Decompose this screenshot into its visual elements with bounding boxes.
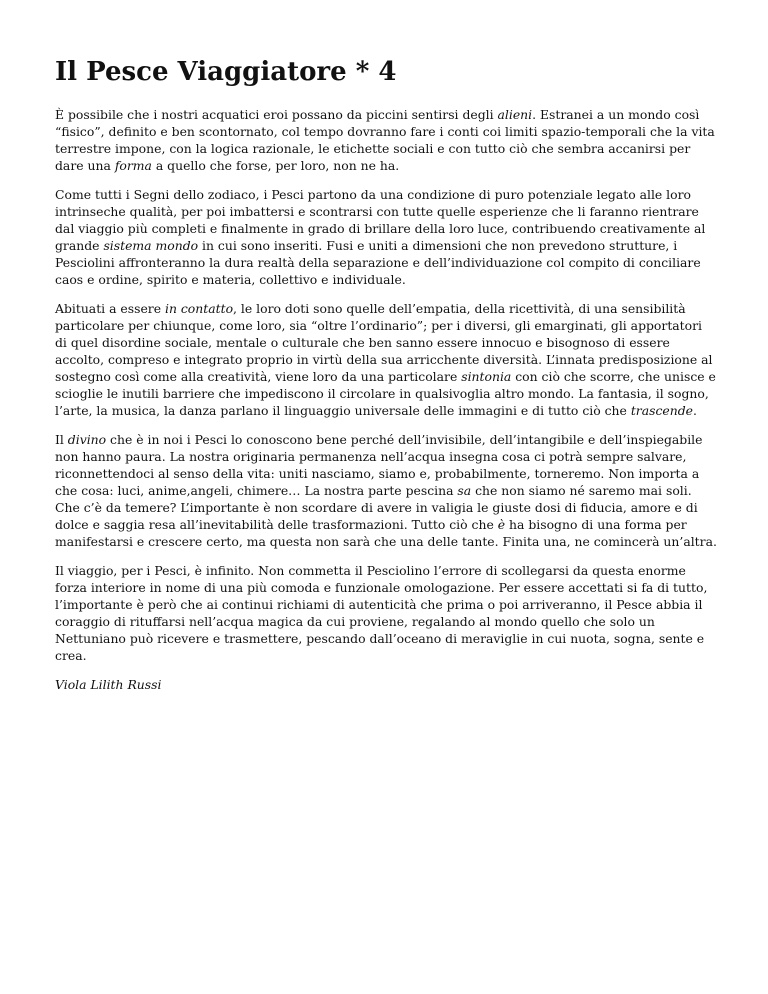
paragraph-text: Il viaggio, per i Pesci, è infinito. Non commetta il Pesciolino l’errore di scollegarsi da questa enorme forza interiore in nome di una più comoda e funzionale omologazione. Per essere accettati si fa di tutto, l’importante è però che ai continui richiami di autenticità che prima o poi arriveranno, il Pesce abbia il coraggio di rituffarsi nell’acqua magica da cui proviene, regalando al mondo quello che solo un Nettuniano può ricevere e trasmettere, pescando dall’oceano di meraviglie in cui nuota, sogna, sente e crea. bbox=[55, 563, 708, 663]
article bbox=[55, 56, 717, 705]
emphasis-text: sa bbox=[457, 483, 472, 498]
paragraph bbox=[55, 562, 717, 664]
emphasis-text: trascende bbox=[630, 403, 693, 418]
paragraph-text: con ciò che scorre, che unisce e scioglie le inutili barriere che impediscono il circolare in qualsivoglia altro mondo. La fantasia, il sogno, l’arte, la musica, la danza parlano il linguaggio universale delle immagini e di tutto ciò che bbox=[55, 369, 716, 418]
paragraph-text: ha bisogno di una forma per manifestarsi e crescere certo, ma questa non sarà che una delle tante. Finita una, ne comincerà un’altra. bbox=[55, 517, 717, 549]
emphasis-text: sintonia bbox=[461, 369, 512, 384]
article-body bbox=[55, 106, 717, 664]
paragraph-text: Abituati a essere bbox=[55, 301, 165, 316]
paragraph bbox=[55, 106, 717, 174]
article-title: Il Pesce Viaggiatore * 4 bbox=[55, 57, 397, 87]
paragraph bbox=[55, 300, 717, 419]
paragraph-text: , le loro doti sono quelle dell’empatia, della ricettività, di una sensibilità particolare per chiunque, come loro, sia “oltre l’ordinario”; per i diversi, gli emarginati, gli apportatori di quel disordine sociale, mentale o culturale che ben sanno essere innocuo e bisognoso di essere accolto, compreso e integrato proprio in virtù della sua arricchente diversità. L’innata predisposizione al sostegno così come alla creatività, viene loro da una particolare bbox=[55, 301, 713, 384]
paragraph-text: . bbox=[692, 403, 697, 418]
paragraph-text: È possibile che i nostri acquatici eroi possano da piccini sentirsi degli bbox=[55, 107, 498, 122]
emphasis-text: alieni bbox=[497, 107, 533, 122]
paragraph-text: a quello che forse, per loro, non ne ha. bbox=[151, 158, 400, 173]
paragraph-text: . Estranei a un mondo così “fisico”, definito e ben scontornato, col tempo dovranno fare i conti coi limiti spazio-temporali che la vita terrestre impone, con la logica razionale, le etichette sociali e con tutto ciò che sembra accanirsi per dare una bbox=[55, 107, 715, 173]
paragraph-text: che non siamo né saremo mai soli. Che c’è da temere? L’importante è non scordare di avere in valigia le giuste dosi di fiducia, amore e di dolce e saggia resa all’inevitabilità delle trasformazioni. Tutto ciò che bbox=[55, 483, 698, 532]
emphasis-text: divino bbox=[67, 432, 107, 447]
paragraph bbox=[55, 186, 717, 288]
emphasis-text: sistema mondo bbox=[103, 238, 199, 253]
emphasis-text: in contatto bbox=[164, 301, 234, 316]
paragraph-text: Il bbox=[55, 432, 68, 447]
paragraph-text: che è in noi i Pesci lo conoscono bene perché dell’invisibile, dell’intangibile e dell’inspiegabile non hanno paura. La nostra originaria permanenza nell’acqua insegna cosa ci potrà sempre salvare, riconnettendoci al senso della vita: uniti nasciamo, siamo e, probabilmente, torneremo. Non importa a che cosa: luci, anime,angeli, chimere… La nostra parte pescina bbox=[55, 432, 703, 498]
emphasis-text: forma bbox=[114, 158, 152, 173]
paragraph-text: in cui sono inseriti. Fusi e uniti a dimensioni che non prevedono strutture, i Pesciolini affronteranno la dura realtà della separazione e dell’individuazione col compito di conciliare caos e ordine, spirito e materia, collettivo e individuale. bbox=[55, 238, 701, 287]
paragraph bbox=[55, 431, 717, 550]
paragraph-text: Come tutti i Segni dello zodiaco, i Pesci partono da una condizione di puro potenziale legato alle loro intrinseche qualità, per poi imbattersi e scontrarsi con tutte quelle esperienze che li faranno rientrare dal viaggio più completi e finalmente in grado di brillare della loro luce, contribuendo creativamente al grande bbox=[55, 187, 706, 253]
author-signature: Viola Lilith Russi bbox=[55, 677, 162, 692]
emphasis-text: è bbox=[497, 517, 506, 532]
